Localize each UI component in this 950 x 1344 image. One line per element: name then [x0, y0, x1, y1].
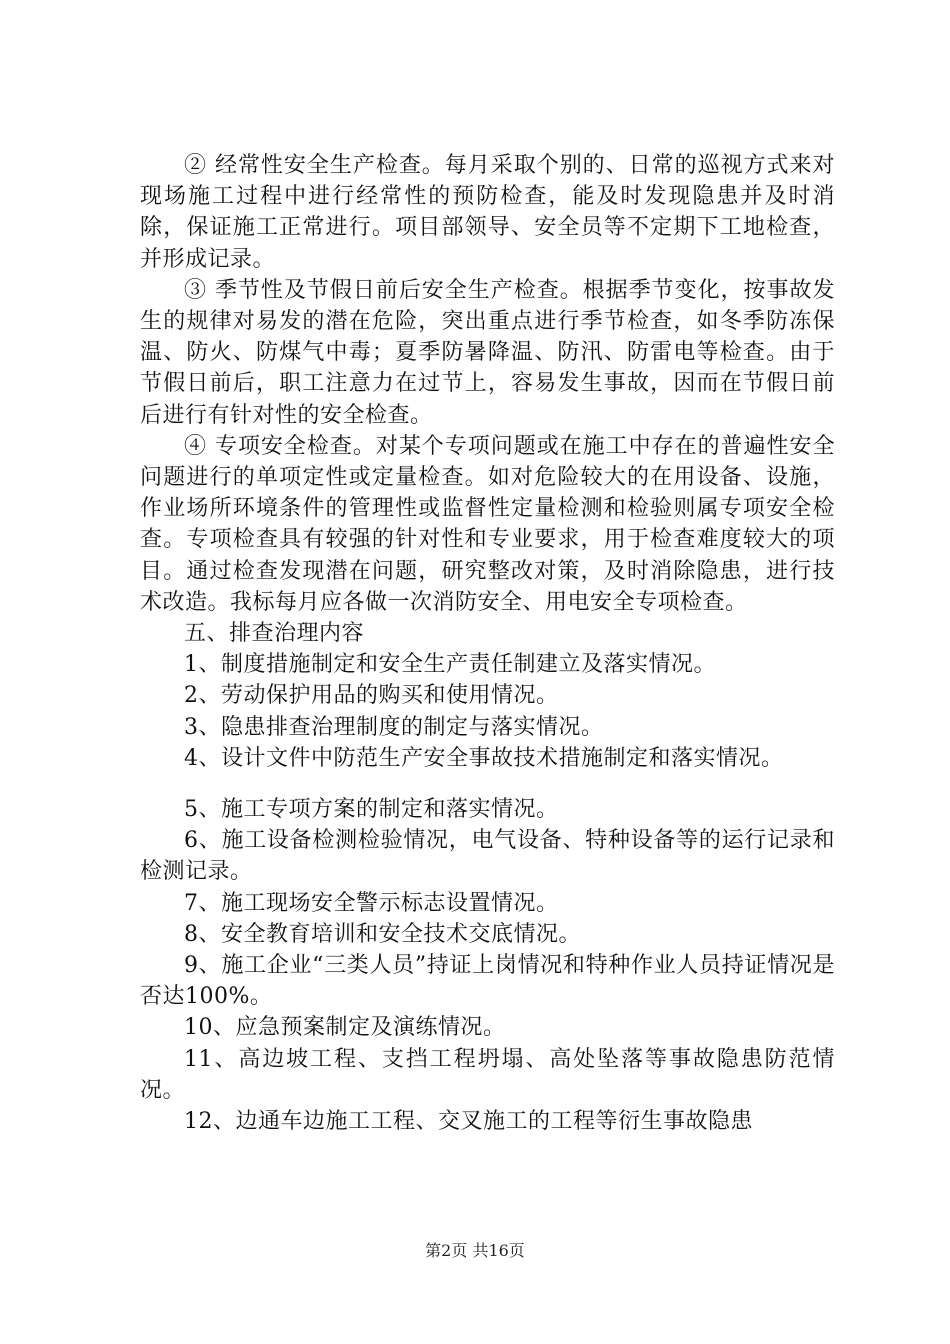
list-item: 10、应急预案制定及演练情况。: [184, 1015, 506, 1041]
list-item: 12、边通车边施工工程、交叉施工的工程等衍生事故隐患: [184, 1109, 753, 1135]
list-item: 3、隐患排查治理制度的制定与落实情况。: [184, 714, 604, 740]
paragraph-special-inspection: ④ 专项安全检查。对某个专项问题或在施工中存在的普遍性安全问题进行的单项定性或定量检查。如对危险较大的在用设备、设施，作业场所环境条件的管理性或监督性定量检测和检验则属专项安全检查。专项检查具有较强的针对性和专业要求，用于检查难度较大的项目。通过检查发现潜在问题，研究整改对策，及时消除隐患，进行技术改造。我标每月应各做一次消防安全、用电安全专项检查。: [140, 433, 835, 615]
page-number-footer: 第2页 共16页: [425, 1241, 525, 1260]
list-item: 4、设计文件中防范生产安全事故技术措施制定和落实情况。: [184, 745, 784, 771]
paragraph-seasonal-inspection: ③ 季节性及节假日前后安全生产检查。根据季节变化，按事故发生的规律对易发的潜在危险，突出重点进行季节检查，如冬季防冻保温、防火、防煤气中毒；夏季防暑降温、防汛、防雷电等检查。由于节假日前后，职工注意力在过节上，容易发生事故，因而在节假日前后进行有针对性的安全检查。: [140, 277, 835, 428]
list-item: 9、施工企业“三类人员”持证上岗情况和特种作业人员持证情况是否达100%。: [140, 953, 835, 1010]
section-heading: 五、排查治理内容: [184, 621, 365, 647]
document-body: [140, 150, 835, 1137]
list-item: 1、制度措施制定和安全生产责任制建立及落实情况。: [184, 652, 716, 678]
list-item: 8、安全教育培训和安全技术交底情况。: [184, 921, 581, 947]
paragraph-routine-inspection: ② 经常性安全生产检查。每月采取个别的、日常的巡视方式来对现场施工过程中进行经常性的预防检查，能及时发现隐患并及时消除，保证施工正常进行。项目部领导、安全员等不定期下工地检查，并形成记录。: [140, 153, 835, 272]
list-item: 11、高边坡工程、支挡工程坍塌、高处坠落等事故隐患防范情况。: [140, 1046, 835, 1103]
paragraph-gap: [140, 774, 835, 794]
list-item: 2、劳动保护用品的购买和使用情况。: [184, 683, 559, 709]
list-item: 7、施工现场安全警示标志设置情况。: [184, 890, 559, 916]
list-item: 6、施工设备检测检验情况，电气设备、特种设备等的运行记录和检测记录。: [140, 828, 835, 885]
list-item: 5、施工专项方案的制定和落实情况。: [184, 797, 559, 823]
